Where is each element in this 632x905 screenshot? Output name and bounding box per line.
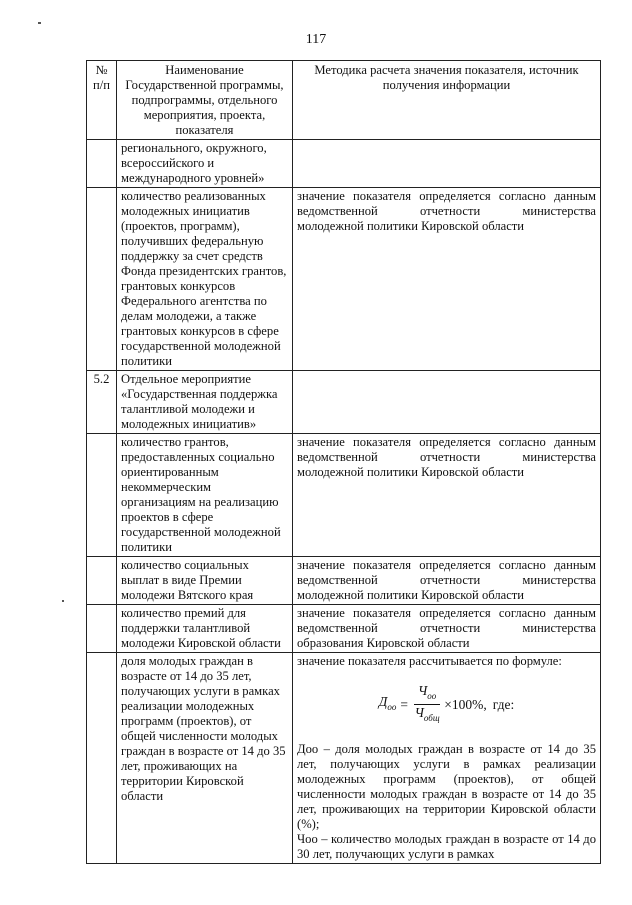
row-name: регионального, окружного, всероссийского и международного уровней»	[117, 140, 293, 188]
row-name: Отдельное мероприятие «Государственная поддержка талантливой молодежи и молодежных инициатив»	[117, 371, 293, 434]
row-method	[293, 557, 601, 605]
method-line: значение показателя определяется согласно данным	[297, 606, 596, 620]
formula-lhs: $Д_{оо}$	[378, 694, 397, 712]
method-line: значение показателя определяется согласно данным	[297, 435, 596, 449]
table-row	[87, 557, 601, 605]
scan-speck	[38, 22, 41, 24]
definition-count: Чоо – количество молодых граждан в возрасте от 14 до 30 лет, получающих услуги в рамках	[297, 832, 596, 861]
page-number: 117	[305, 32, 327, 47]
row-method	[293, 434, 601, 557]
method-line: ведомственной отчетности министерства	[297, 621, 596, 635]
row-num	[87, 434, 117, 557]
formula-mult: ×100%,	[444, 697, 487, 712]
table-row	[87, 434, 601, 557]
table-row	[87, 371, 601, 434]
method-line: значение показателя определяется согласно данным	[297, 189, 596, 203]
row-name: количество социальных выплат в виде Премии молодежи Вятского края	[117, 557, 293, 605]
row-name: количество премий для поддержки талантливой молодежи Кировской области	[117, 605, 293, 653]
method-line: ведомственной отчетности министерства	[297, 204, 596, 218]
row-num	[87, 140, 117, 188]
row-method	[293, 605, 601, 653]
formula-eq: =	[400, 697, 408, 712]
row-num	[87, 605, 117, 653]
table-row	[87, 140, 601, 188]
formula-fraction: $\frac{Ч_{оо}}{Ч_{общ}}$	[414, 683, 440, 723]
table-row-formula	[87, 653, 601, 864]
indicator-table	[86, 60, 601, 864]
formula-tail: где:	[492, 697, 515, 712]
row-name: количество реализованных молодежных инициатив (проектов, программ), получивших федеральную поддержку за счет средств Фонда президентских грантов, грантовых конкурсов Федерального агентства по делам молодежи, а также грантовых конкурсов в сфере государственной молодежной политики	[117, 188, 293, 371]
method-line: молодежной политики Кировской области	[297, 588, 525, 602]
formula	[297, 683, 596, 726]
row-num: 5.2	[87, 371, 117, 434]
method-line: образования Кировской области	[297, 636, 470, 650]
table-row	[87, 605, 601, 653]
table-row	[87, 188, 601, 371]
scan-speck	[62, 600, 64, 602]
header-num: № п/п	[87, 61, 117, 140]
row-name: количество грантов, предоставленных социально ориентированным некоммерческим организациям на реализацию проектов в сфере государственной молодежной политики	[117, 434, 293, 557]
definition-share: Доо – доля молодых граждан в возрасте от 14 до 35 лет, получающих услуги в рамках реализации молодежных программ (проектов), от общей численности молодых граждан в возрасте от 14 до 35 лет, проживающих на территории Кировской области (%);	[297, 742, 596, 831]
row-method	[293, 653, 601, 864]
method-line: молодежной политики Кировской области	[297, 219, 525, 233]
row-num	[87, 188, 117, 371]
table-header-row	[87, 61, 601, 140]
header-method: Методика расчета значения показателя, источник получения информации	[293, 61, 601, 140]
method-line: значение показателя определяется согласно данным	[297, 558, 596, 572]
row-method	[293, 371, 601, 434]
row-name: доля молодых граждан в возрасте от 14 до 35 лет, получающих услуги в рамках реализации молодежных программ (проектов), от общей численности молодых граждан в возрасте от 14 до 35 лет, проживающих на территории Кировской области	[117, 653, 293, 864]
row-num	[87, 653, 117, 864]
row-method	[293, 188, 601, 371]
row-num	[87, 557, 117, 605]
header-name: Наименование Государственной программы, подпрограммы, отдельного мероприятия, проекта, показателя	[117, 61, 293, 140]
method-line: ведомственной отчетности министерства	[297, 450, 596, 464]
method-line: молодежной политики Кировской области	[297, 465, 525, 479]
row-method	[293, 140, 601, 188]
formula-intro: значение показателя рассчитывается по формуле:	[297, 654, 562, 668]
method-line: ведомственной отчетности министерства	[297, 573, 596, 587]
